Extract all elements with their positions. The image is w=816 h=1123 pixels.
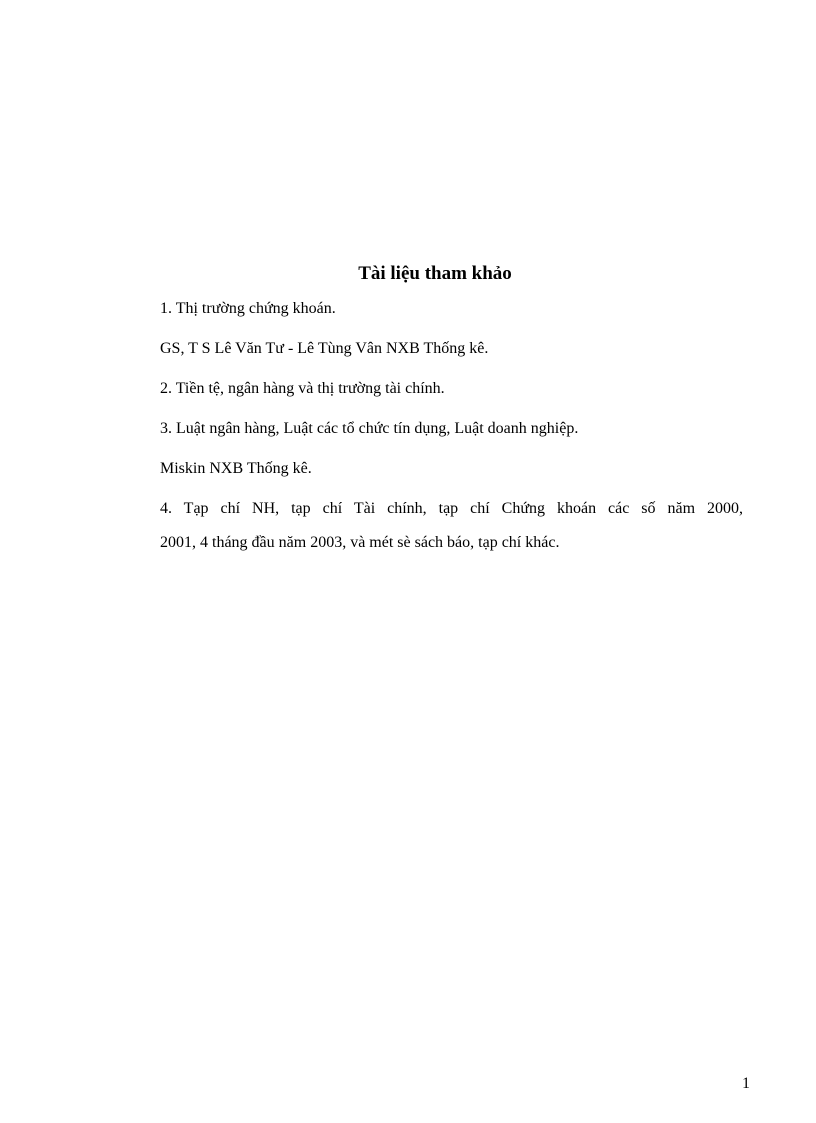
reference-item: 1. Thị trường chứng khoán. <box>160 300 336 317</box>
reference-item: GS, T S Lê Văn Tư - Lê Tùng Vân NXB Thống kê. <box>160 340 489 357</box>
reference-item: 2. Tiền tệ, ngân hàng và thị trường tài chính. <box>160 380 445 397</box>
reference-item: 4. Tạp chí NH, tạp chí Tài chính, tạp chí Chứng khoán các số năm 2000, <box>160 500 743 517</box>
reference-item: 3. Luật ngân hàng, Luật các tổ chức tín dụng, Luật doanh nghiệp. <box>160 420 579 437</box>
page-title: Tài liệu tham khảo <box>358 263 512 284</box>
page-number: 1 <box>742 1075 750 1092</box>
reference-item: 2001, 4 tháng đầu năm 2003, và mét sè sách báo, tạp chí khác. <box>160 534 560 551</box>
reference-item: Miskin NXB Thống kê. <box>160 460 312 477</box>
reference-list <box>160 299 743 553</box>
